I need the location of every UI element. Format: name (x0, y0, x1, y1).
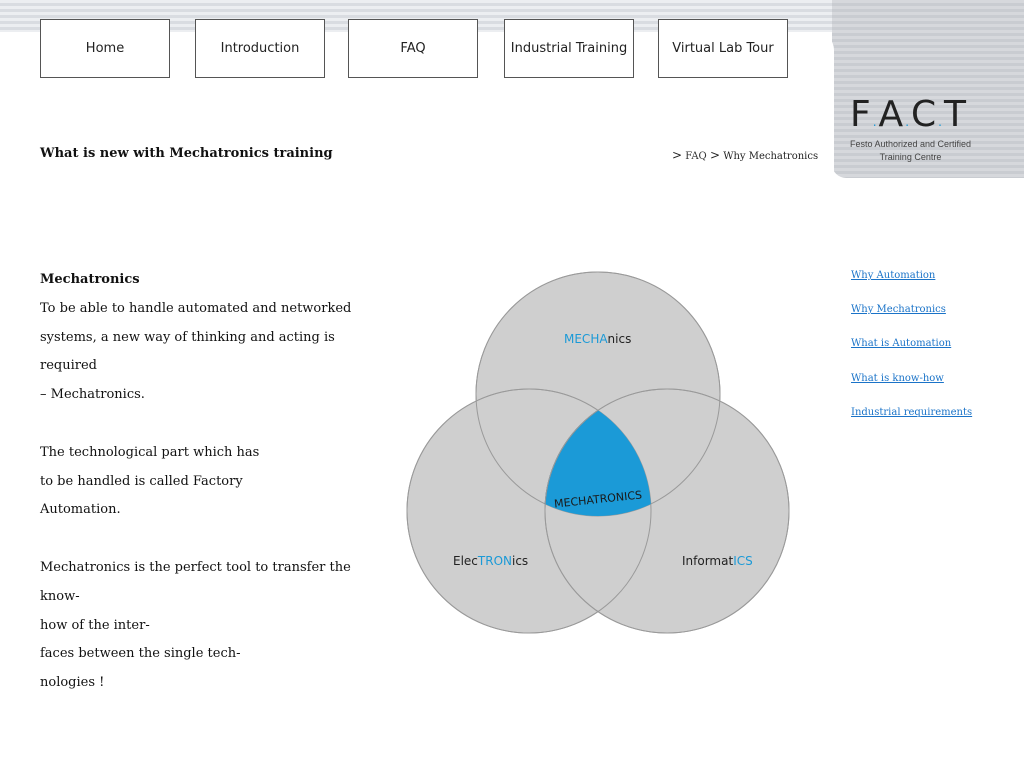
paragraph-line: to be handled is called Factory (40, 473, 243, 489)
paragraph-line: systems, a new way of thinking and acting is required (40, 329, 335, 374)
nav-home-button[interactable]: Home (40, 19, 170, 78)
logo-subtitle-line1: Festo Authorized and Certified (849, 139, 972, 149)
nav-introduction-button[interactable]: Introduction (195, 19, 325, 78)
paragraph-line: how of the inter- (40, 617, 150, 633)
sidebar-link-industrial-requirements[interactable]: Industrial requirements (851, 407, 973, 418)
breadcrumb-separator: > (672, 148, 683, 162)
breadcrumb (672, 148, 818, 162)
sidebar-link-what-is-know-how[interactable]: What is know-how (851, 373, 944, 384)
breadcrumb-faq-link[interactable]: FAQ (685, 151, 707, 162)
article-heading: Mechatronics (40, 272, 140, 287)
logo-letter: T (943, 94, 967, 135)
nav-industrial-training-button[interactable]: Industrial Training (504, 19, 634, 78)
logo-subtitle (848, 138, 973, 164)
mechanics-label: MECHAnics (564, 332, 632, 346)
mechatronics-label: MECHATRONICS (553, 488, 643, 511)
logo-subtitle-line2: Training Centre (879, 152, 942, 162)
paragraph-line: Automation. (40, 502, 121, 518)
electronics-label: ElecTRONics (453, 554, 529, 568)
nav-faq-button[interactable]: FAQ (348, 19, 478, 78)
article-body (40, 266, 370, 698)
sidebar-link-why-mechatronics[interactable]: Why Mechatronics (851, 304, 946, 315)
page-title: What is new with Mechatronics training (40, 146, 333, 161)
breadcrumb-separator: > (709, 148, 720, 162)
sidebar-link-what-is-automation[interactable]: What is Automation (851, 338, 952, 349)
paragraph-line: Mechatronics is the perfect tool to transfer the know- (40, 559, 351, 604)
logo-letter: A (878, 94, 905, 135)
mechatronics-venn-diagram (400, 265, 800, 640)
informatics-label: InformatICS (682, 554, 753, 568)
paragraph-line: – Mechatronics. (40, 387, 145, 403)
breadcrumb-current: Why Mechatronics (723, 151, 819, 162)
fact-logo: F.A.C.T (850, 94, 967, 135)
logo-letter: F (850, 94, 872, 135)
sidebar-link-why-automation[interactable]: Why Automation (851, 270, 936, 281)
paragraph-line: The technological part which has (40, 444, 260, 460)
paragraph-line: faces between the single tech- (40, 646, 241, 662)
logo-letter: C (911, 94, 938, 135)
paragraph-line: nologies ! (40, 675, 105, 691)
paragraph-line: To be able to handle automated and networked (40, 300, 352, 316)
nav-virtual-lab-tour-button[interactable]: Virtual Lab Tour (658, 19, 788, 78)
